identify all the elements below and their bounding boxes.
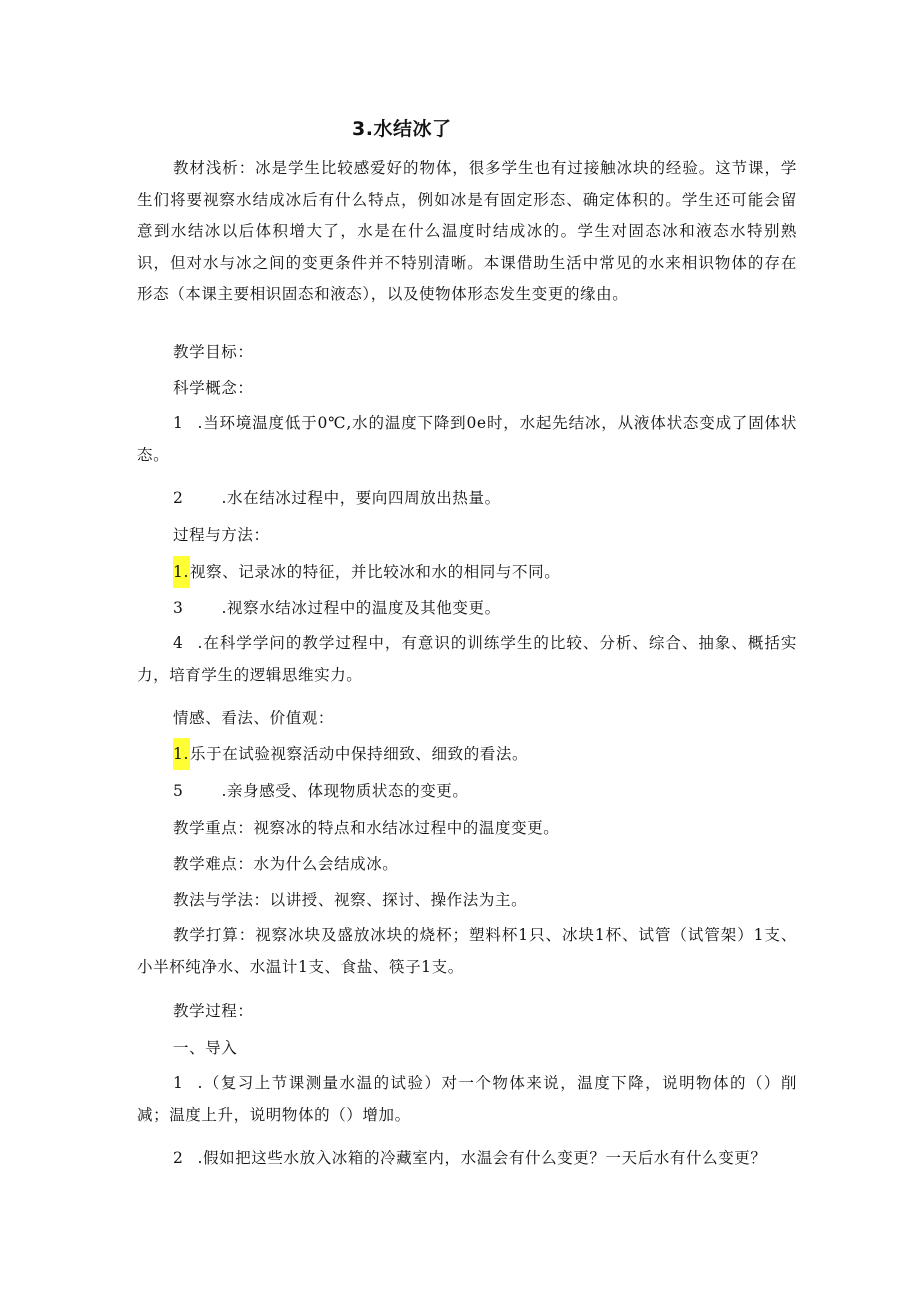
science-concepts-heading: 科学概念： <box>173 379 254 397</box>
process-methods-heading: 过程与方法： <box>173 526 270 544</box>
emotion-item-5-text: .亲身感受、体现物质状态的变更。 <box>221 782 469 800</box>
process-item-4 <box>137 628 797 691</box>
process-item-3-text: .视察水结冰过程中的温度及其他变更。 <box>221 599 501 617</box>
teaching-preparation: 教学打算：视察冰块及盛放冰块的烧杯；塑料杯1只、冰块1杯、试管（试管架）1支、小半杯纯净水、水温计1支、食盐、筷子1支。 <box>137 926 797 976</box>
textbook-analysis-paragraph: 教材浅析：冰是学生比较感爱好的物体，很多学生也有过接触冰块的经验。这节课，学生们将要视察水结成冰后有什么特点，例如冰是有固定形态、确定体积的。学生还可能会留意到水结冰以后体积增大了，水是在什么温度时结成冰的。学生对固态冰和液态水特别熟识，但对水与冰之间的变更条件并不特别清晰。本课借助生活中常见的水来相识物体的存在形态（本课主要相识固态和液态），以及使物体形态发生变更的缘由。 <box>137 159 797 303</box>
concept-item-1 <box>137 408 797 471</box>
document-title: 3.水结冰了 <box>352 118 452 140</box>
process-item-4-text: .在科学学问的教学过程中，有意识的训练学生的比较、分析、综合、抽象、概括实力，培育学生的逻辑思维实力。 <box>137 634 797 684</box>
highlighted-number: 1. <box>173 738 190 770</box>
emotion-item-1-text: 乐于在试验视察活动中保持细致、细致的看法。 <box>190 745 529 763</box>
teaching-key-point: 教学重点：视察冰的特点和水结冰过程中的温度变更。 <box>173 819 560 837</box>
concept-item-1-text: .当环境温度低于0℃,水的温度下降到0e时，水起先结冰，从液体状态变成了固体状态。 <box>137 414 797 464</box>
intro-item-1-number: 1 <box>173 1074 184 1092</box>
teaching-methods: 教法与学法：以讲授、视察、探讨、操作法为主。 <box>173 891 528 909</box>
process-item-3 <box>173 597 501 619</box>
emotion-item-1 <box>173 743 528 770</box>
intro-item-2-text: .假如把这些水放入冰箱的冷藏室内，水温会有什么变更？一天后水有什么变更？ <box>197 1149 767 1167</box>
intro-section-heading: 一、导入 <box>173 1039 238 1057</box>
emotion-values-heading: 情感、看法、价值观： <box>173 709 335 727</box>
concept-item-2-number: 2 <box>173 489 184 507</box>
concept-item-2-text: .水在结冰过程中，要向四周放出热量。 <box>221 489 501 507</box>
concept-item-1-number: 1 <box>173 414 184 432</box>
intro-item-2 <box>173 1147 767 1169</box>
highlighted-number: 1. <box>173 556 190 588</box>
process-item-1 <box>173 561 560 588</box>
intro-item-1 <box>137 1068 797 1131</box>
intro-item-1-text: .（复习上节课测量水温的试验）对一个物体来说，温度下降，说明物体的（）削减；温度上升，说明物体的（）增加。 <box>137 1074 797 1124</box>
process-item-4-number: 4 <box>173 634 184 652</box>
teaching-goals-heading: 教学目标： <box>173 343 254 361</box>
emotion-item-5 <box>173 780 469 802</box>
process-item-3-number: 3 <box>173 599 184 617</box>
teaching-procedure-heading: 教学过程： <box>173 1002 254 1020</box>
teaching-difficulty: 教学难点：水为什么会结成冰。 <box>173 855 399 873</box>
intro-item-2-number: 2 <box>173 1149 184 1167</box>
concept-item-2 <box>173 487 501 509</box>
process-item-1-text: 视察、记录冰的特征，并比较冰和水的相同与不同。 <box>190 563 561 581</box>
emotion-item-5-number: 5 <box>173 782 184 800</box>
